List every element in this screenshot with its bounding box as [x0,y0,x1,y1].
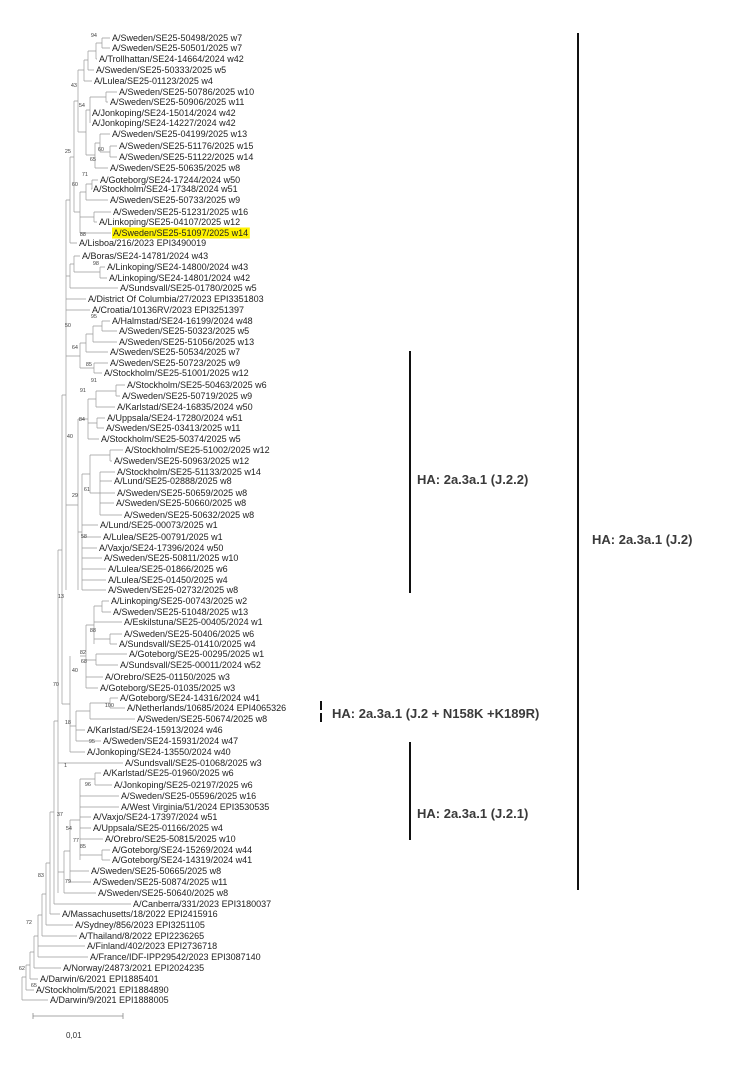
leaf-label: A/Goteborg/SE25-01035/2025 w3 [100,683,236,693]
leaf-label: A/Sweden/SE25-50406/2025 w6 [124,629,255,639]
leaf-label: A/Sweden/SE25-50333/2025 w5 [96,65,227,75]
bootstrap-value: 91 [79,388,86,394]
leaf-label: A/Sweden/SE25-50659/2025 w8 [117,488,248,498]
leaf-label: A/Sweden/SE25-51176/2025 w15 [119,141,254,151]
leaf-label: A/Finland/402/2023 EPI2736718 [87,941,218,951]
bootstrap-value: 65 [30,983,37,989]
bootstrap-value: 18 [64,720,71,726]
leaf-label: A/Netherlands/10685/2024 EPI4065326 [127,703,287,713]
leaf-label: A/Sundsvall/SE25-01068/2025 w3 [125,758,262,768]
leaf-label: A/Lisboa/216/2023 EPI3490019 [79,238,207,248]
leaf-label: A/Sweden/SE25-50811/2025 w10 [104,553,239,563]
bootstrap-value: 100 [104,703,114,709]
leaf-label: A/Canberra/331/2023 EPI3180037 [133,899,272,909]
bootstrap-value: 64 [71,345,78,351]
bootstrap-value: 54 [65,826,72,832]
leaf-label: A/Karlstad/SE24-15913/2024 w46 [87,725,223,735]
leaf-label: A/Orebro/SE25-01150/2025 w3 [105,672,230,682]
leaf-label: A/Jonkoping/SE24-14227/2024 w42 [92,118,236,128]
leaf-label: A/Eskilstuna/SE25-00405/2024 w1 [124,617,263,627]
leaf-label: A/Sweden/SE25-51048/2025 w13 [113,607,249,617]
bootstrap-value: 43 [70,83,77,89]
leaf-label: A/Sweden/SE25-50963/2025 w12 [114,456,250,466]
leaf-label: A/Sundsvall/SE25-00011/2024 w52 [120,660,261,670]
leaf-label: A/Goteborg/SE24-14316/2024 w41 [120,693,261,703]
leaf-label: A/Sweden/SE25-50640/2025 w8 [98,888,229,898]
leaf-label: A/Uppsala/SE25-01166/2025 w4 [93,823,223,833]
bootstrap-value: 82 [79,650,86,656]
leaf-label: A/Norway/24873/2021 EPI2024235 [63,963,205,973]
leaf-label: A/Goteborg/SE24-15269/2024 w44 [112,845,253,855]
bootstrap-value: 72 [25,920,32,926]
leaf-label: A/Sweden/SE25-50674/2025 w8 [137,714,268,724]
leaf-label: A/Massachusetts/18/2022 EPI2415916 [62,909,218,919]
leaf-label: A/Sweden/SE25-50719/2025 w9 [122,391,253,401]
clade-label-n158k: HA: 2a.3a.1 (J.2 + N158K +K189R) [332,706,540,721]
bootstrap-value: 65 [89,157,96,163]
clade-annotations [321,33,692,890]
bootstrap-value: 84 [78,417,85,423]
scale-bar [33,1013,123,1040]
leaf-label: A/Linkoping/SE24-14800/2024 w43 [107,262,249,272]
leaf-label: A/Sweden/SE25-50635/2025 w8 [110,163,241,173]
leaf-label: A/Vaxjo/SE24-17397/2024 w51 [93,812,218,822]
leaf-label: A/Darwin/6/2021 EPI1885401 [40,974,159,984]
bootstrap-value: 58 [80,534,87,540]
bootstrap-value: 25 [64,149,71,155]
bootstrap-value: 83 [37,873,44,879]
bootstrap-value: 95 [90,314,97,320]
bootstrap-value: 40 [66,434,73,440]
bootstrap-value: 68 [80,659,87,665]
bootstrap-value: 60 [97,147,104,153]
leaf-label: A/Stockholm/SE25-50463/2025 w6 [127,380,267,390]
scale-bar-label: 0,01 [66,1031,82,1040]
leaf-label: A/Halmstad/SE24-16199/2024 w48 [112,316,253,326]
leaf-label: A/Uppsala/SE24-17280/2024 w51 [107,413,243,423]
leaf-label: A/Sweden/SE25-03413/2025 w11 [106,423,241,433]
bootstrap-value: 13 [57,594,64,600]
leaf-label: A/Sweden/SE25-51097/2025 w14 [113,228,249,238]
leaf-label: A/Linkoping/SE25-04107/2025 w12 [99,217,241,227]
leaf-label: A/Lulea/SE25-00791/2025 w1 [103,532,223,542]
bootstrap-value: 96 [84,782,91,788]
leaf-label: A/Sundsvall/SE25-01780/2025 w5 [120,283,257,293]
leaf-label: A/Sundsvall/SE25-01410/2025 w4 [119,639,256,649]
leaf-label: A/Lund/SE25-00073/2025 w1 [100,520,218,530]
leaf-label: A/Sweden/SE25-50323/2025 w5 [119,326,250,336]
leaf-label: A/Stockholm/SE25-51002/2025 w12 [125,445,270,455]
bootstrap-value: 95 [88,739,95,745]
leaf-label: A/Goteborg/SE24-14319/2024 w41 [112,855,253,865]
leaf-label: A/Sweden/SE25-04199/2025 w13 [112,129,248,139]
clade-label-j22: HA: 2a.3a.1 (J.2.2) [417,472,529,487]
leaf-label: A/Orebro/SE25-50815/2025 w10 [105,834,236,844]
bootstrap-value: 91 [90,378,97,384]
leaf-label: A/Lulea/SE25-01450/2025 w4 [108,575,228,585]
bootstrap-value: 1 [63,763,67,769]
leaf-label: A/Croatia/10136RV/2023 EPI3251397 [92,305,244,315]
leaf-label: A/France/IDF-IPP29542/2023 EPI3087140 [90,952,261,962]
leaf-label: A/District Of Columbia/27/2023 EPI3351803 [88,294,264,304]
leaf-label: A/Stockholm/SE25-51001/2025 w12 [104,368,249,378]
leaf-label: A/Linkoping/SE25-00743/2025 w2 [111,596,248,606]
leaf-label: A/Jonkoping/SE24-15014/2024 w42 [92,108,236,118]
leaf-label: A/Sydney/856/2023 EPI3251105 [75,920,205,930]
leaf-label: A/Sweden/SE25-05596/2025 w16 [121,791,257,801]
leaf-label: A/Stockholm/SE24-17348/2024 w51 [93,184,238,194]
leaf-label: A/Lulea/SE25-01123/2025 w4 [94,76,213,86]
bootstrap-value: 60 [71,182,78,188]
bootstrap-value: 54 [78,103,85,109]
bootstrap-value: 79 [64,879,71,885]
leaf-label: A/Jonkoping/SE25-02197/2025 w6 [114,780,253,790]
leaf-label: A/Sweden/SE25-50723/2025 w9 [110,358,241,368]
leaf-label: A/Karlstad/SE25-01960/2025 w6 [103,768,234,778]
leaf-label: A/Stockholm/SE25-51133/2025 w14 [117,467,261,477]
leaf-label: A/Sweden/SE25-50665/2025 w8 [91,866,222,876]
leaf-label: A/Goteborg/SE25-00295/2025 w1 [129,649,265,659]
leaf-label: A/Sweden/SE25-51056/2025 w13 [119,337,255,347]
clade-label-j21: HA: 2a.3a.1 (J.2.1) [417,806,529,821]
leaf-label: A/Sweden/SE25-50786/2025 w10 [119,87,255,97]
bootstrap-value: 62 [18,966,25,972]
leaf-label: A/Goteborg/SE24-17244/2024 w50 [100,175,241,185]
bootstrap-value: 77 [72,838,79,844]
bootstrap-value: 37 [56,812,63,818]
bootstrap-value: 40 [71,668,78,674]
bootstrap-value: 50 [64,323,71,329]
leaf-label: A/Jonkoping/SE24-13550/2024 w40 [87,747,231,757]
bootstrap-value: 70 [52,682,59,688]
leaf-label: A/Sweden/SE25-02732/2025 w8 [108,585,239,595]
leaf-label: A/Karlstad/SE24-16835/2024 w50 [117,402,253,412]
bootstrap-value: 71 [81,172,88,178]
leaf-label: A/Stockholm/5/2021 EPI1884890 [36,985,169,995]
leaf-label: A/Sweden/SE25-50632/2025 w8 [124,510,255,520]
bootstrap-value: 61 [83,487,90,493]
bootstrap-value: 88 [89,628,96,634]
leaf-label: A/Sweden/SE25-50534/2025 w7 [110,347,241,357]
leaf-label: A/Lund/SE25-02888/2025 w8 [114,476,232,486]
leaf-label: A/Trollhattan/SE24-14664/2024 w42 [99,54,244,64]
leaf-label: A/Sweden/SE25-50498/2025 w7 [112,33,243,43]
leaf-label: A/Darwin/9/2021 EPI1888005 [50,995,169,1005]
leaf-label: A/Stockholm/SE25-50374/2025 w5 [101,434,241,444]
clade-label-j2: HA: 2a.3a.1 (J.2) [592,532,693,547]
bootstrap-value: 85 [79,844,86,850]
leaf-label: A/Lulea/SE25-01866/2025 w6 [108,564,228,574]
leaf-label: A/Sweden/SE25-51122/2025 w14 [119,152,254,162]
leaf-label: A/Sweden/SE25-50660/2025 w8 [116,498,247,508]
leaf-label: A/Thailand/8/2022 EPI2236265 [79,931,205,941]
leaf-label: A/Sweden/SE25-50906/2025 w11 [110,97,245,107]
leaf-label: A/Sweden/SE25-50501/2025 w7 [112,43,243,53]
bootstrap-value: 29 [71,493,78,499]
bootstrap-value: 85 [85,362,92,368]
leaf-label: A/Sweden/SE25-50874/2025 w11 [93,877,228,887]
leaf-label: A/Linkoping/SE24-14801/2024 w42 [109,273,251,283]
bootstrap-value: 98 [92,261,99,267]
leaf-label: A/Vaxjo/SE24-17396/2024 w50 [99,543,224,553]
leaf-label: A/West Virginia/51/2024 EPI3530535 [121,802,270,812]
leaf-label: A/Boras/SE24-14781/2024 w43 [82,251,209,261]
leaf-label: A/Sweden/SE24-15931/2024 w47 [103,736,239,746]
bootstrap-value: 94 [90,33,97,39]
bootstrap-value: 88 [79,232,86,238]
leaf-labels [36,33,286,1005]
leaf-label: A/Sweden/SE25-51231/2025 w16 [113,207,249,217]
leaf-label: A/Sweden/SE25-50733/2025 w9 [110,195,241,205]
